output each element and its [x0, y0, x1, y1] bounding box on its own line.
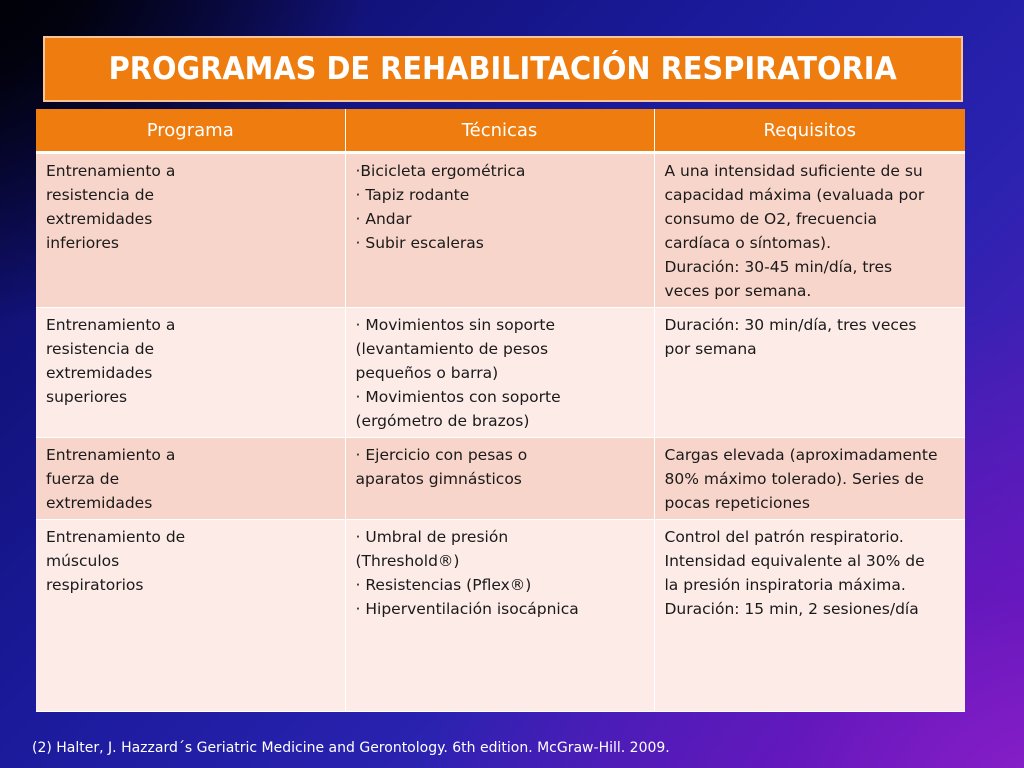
- cell-line: · Tapiz rodante: [355, 186, 470, 204]
- cell-line: (Threshold®): [355, 552, 460, 570]
- cell-line: superiores: [46, 388, 128, 406]
- header-tecnicas: Técnicas: [345, 109, 654, 153]
- cell-line: aparatos gimnásticos: [355, 470, 522, 488]
- cell-line: extremidades: [46, 494, 153, 512]
- cell-line: A una intensidad suficiente de su: [664, 162, 923, 180]
- cell-line: pocas repeticiones: [664, 494, 810, 512]
- title-banner: [43, 36, 963, 102]
- cell-line: · Umbral de presión: [355, 528, 509, 546]
- cell-line: · Resistencias (Pflex®): [355, 576, 532, 594]
- cell-line: Duración: 30-45 min/día, tres: [664, 258, 893, 276]
- cell-line: Cargas elevada (aproximadamente: [664, 446, 938, 464]
- cell-line: pequeños o barra): [355, 364, 499, 382]
- cell-line: · Hiperventilación isocápnica: [355, 600, 579, 618]
- slide-title: PROGRAMAS DE REHABILITACIÓN RESPIRATORIA: [108, 51, 898, 87]
- cell-line: resistencia de: [46, 186, 155, 204]
- cell-line: · Movimientos con soporte: [355, 388, 561, 406]
- table-row: [36, 153, 965, 308]
- table-row: [36, 308, 965, 438]
- cell-line: · Ejercicio con pesas o: [355, 446, 528, 464]
- cell-line: Intensidad equivalente al 30% de: [664, 552, 925, 570]
- cell-line: extremidades: [46, 364, 153, 382]
- cell-line: inferiores: [46, 234, 119, 252]
- cell-programa: [36, 153, 345, 308]
- cell-requisitos: [654, 520, 965, 712]
- cell-tecnicas: [345, 520, 654, 712]
- cell-line: Duración: 15 min, 2 sesiones/día: [664, 600, 919, 618]
- cell-line: 80% máximo tolerado). Series de: [664, 470, 924, 488]
- cell-line: músculos: [46, 552, 120, 570]
- cell-line: · Subir escaleras: [355, 234, 484, 252]
- header-requisitos: Requisitos: [654, 109, 965, 153]
- cell-line: consumo de O2, frecuencia: [664, 210, 878, 228]
- header-programa: Programa: [36, 109, 345, 153]
- table-row: [36, 438, 965, 520]
- cell-programa: [36, 520, 345, 712]
- cell-line: ·Bicicleta ergométrica: [355, 162, 526, 180]
- cell-line: Duración: 30 min/día, tres veces: [664, 316, 917, 334]
- table-row: [36, 520, 965, 712]
- cell-programa: [36, 308, 345, 438]
- cell-line: (ergómetro de brazos): [355, 412, 530, 430]
- citation-footnote: (2) Halter, J. Hazzard´s Geriatric Medicine and Gerontology. 6th edition. McGraw-Hill. 2009.: [32, 740, 670, 756]
- cell-line: Entrenamiento a: [46, 316, 176, 334]
- cell-line: capacidad máxima (evaluada por: [664, 186, 925, 204]
- cell-tecnicas: [345, 308, 654, 438]
- cell-line: por semana: [664, 340, 757, 358]
- cell-requisitos: [654, 438, 965, 520]
- cell-requisitos: [654, 308, 965, 438]
- cell-tecnicas: [345, 153, 654, 308]
- cell-line: respiratorios: [46, 576, 144, 594]
- cell-line: Control del patrón respiratorio.: [664, 528, 904, 546]
- cell-line: Entrenamiento a: [46, 446, 176, 464]
- cell-line: · Movimientos sin soporte: [355, 316, 556, 334]
- cell-programa: [36, 438, 345, 520]
- cell-line: veces por semana.: [664, 282, 812, 300]
- cell-line: (levantamiento de pesos: [355, 340, 549, 358]
- cell-line: cardíaca o síntomas).: [664, 234, 832, 252]
- cell-line: la presión inspiratoria máxima.: [664, 576, 906, 594]
- table-header-row: [36, 109, 965, 153]
- cell-line: Entrenamiento a: [46, 162, 176, 180]
- cell-line: fuerza de: [46, 470, 120, 488]
- cell-tecnicas: [345, 438, 654, 520]
- cell-line: Entrenamiento de: [46, 528, 186, 546]
- cell-line: extremidades: [46, 210, 153, 228]
- rehab-programs-table: [36, 109, 965, 712]
- cell-line: resistencia de: [46, 340, 155, 358]
- cell-requisitos: [654, 153, 965, 308]
- cell-line: · Andar: [355, 210, 412, 228]
